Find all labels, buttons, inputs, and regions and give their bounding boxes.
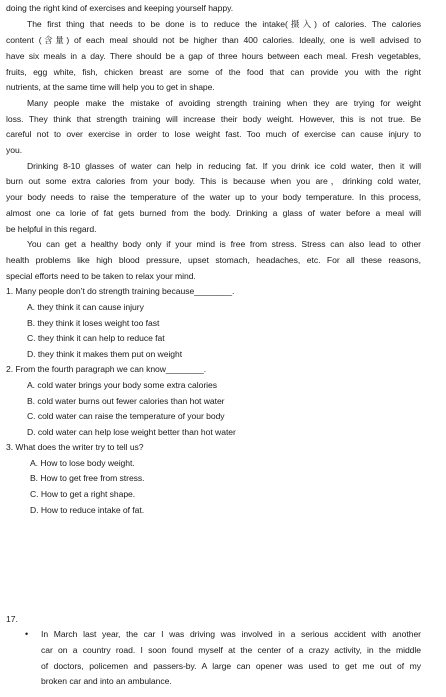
paragraph-line: health problems like high blood pressure, upset stomach, headaches, etc. For all these reasons, (6, 255, 421, 265)
answer-option: C. they think it can help to reduce fat (27, 333, 165, 343)
answer-option: A. cold water brings your body some extra calories (27, 380, 217, 390)
paragraph-line: You can get a healthy body only if your mind is free from stress. Stress can also lead to other (27, 239, 421, 249)
answer-option: B. How to get free from stress. (30, 473, 145, 483)
passage-line: car on a country road. I soon found myself at the center of a crazy activity, in the middle (41, 645, 421, 655)
paragraph-line: fruits, egg white, fish, chicken breast are some of the food that can provide you with the right (6, 67, 421, 77)
paragraph-line: The first thing that needs to be done is to reduce the intake(摄入) of calories. The calories (27, 19, 421, 29)
paragraph-line: special efforts need to be taken to relax your mind. (6, 271, 196, 281)
paragraph-line: content (含量) of each meal should not be higher than 400 calories. Ideally, one is well advised to (6, 35, 421, 45)
intro-line: doing the right kind of exercises and keeping yourself happy. (6, 3, 234, 13)
paragraph-line: you. (6, 145, 23, 155)
answer-option: A. How to lose body weight. (30, 458, 135, 468)
paragraph-line: nutrients, at the same time will help you to get in shape. (6, 82, 215, 92)
question-stem: 2. From the fourth paragraph we can know________. (6, 364, 207, 374)
bullet-icon: • (25, 629, 29, 639)
answer-option: D. How to reduce intake of fat. (30, 505, 145, 515)
answer-option: C. cold water can raise the temperature of your body (27, 411, 225, 421)
paragraph-line: careful not to over exercise in order to lose weight fast. Too much of exercise can cause injury to (6, 129, 421, 139)
answer-option: C. How to get a right shape. (30, 489, 136, 499)
paragraph-line: burn out some extra calories from your body. This is because when you are，drinking cold water, (6, 176, 421, 186)
answer-option: A. they think it can cause injury (27, 302, 144, 312)
answer-option: B. cold water burns out fewer calories than hot water (27, 396, 225, 406)
paragraph-line: Many people make the mistake of avoiding strength training when they are trying for weight (27, 98, 421, 108)
passage-line: of doctors, policemen and passers-by. A large can opener was used to get me out of my (41, 661, 421, 671)
answer-option: B. they think it loses weight too fast (27, 318, 160, 328)
paragraph-line: Drinking 8-10 glasses of water can help in reducing fat. If you drink ice cold water, then it will (27, 161, 421, 171)
paragraph-line: have six meals in a day. There should be a gap of three hours between each meal. Fresh vegetables, (6, 51, 421, 61)
paragraph-line: almost one ca lorie of fat gets burned from the body. Drinking a glass of water before a meal will (6, 208, 421, 218)
answer-option: D. cold water can help lose weight better than hot water (27, 427, 236, 437)
paragraph-line: loss. They think that strength training will increase their body weight. However, this is not true. Be (6, 114, 421, 124)
question-stem: 1. Many people don’t do strength training because________. (6, 286, 235, 296)
paragraph-line: your body needs to raise the temperature of the water up to your body temperature. In this process, (6, 192, 421, 202)
answer-option: D. they think it makes them put on weight (27, 349, 183, 359)
paragraph-line: be helpful in this regard. (6, 224, 97, 234)
passage-line: In March last year, the car I was driving was involved in a serious accident with another (41, 629, 421, 639)
passage-line: broken car and into an ambulance. (41, 676, 172, 686)
question-stem: 3. What does the writer try to tell us? (6, 442, 144, 452)
section-number: 17. (6, 614, 18, 624)
